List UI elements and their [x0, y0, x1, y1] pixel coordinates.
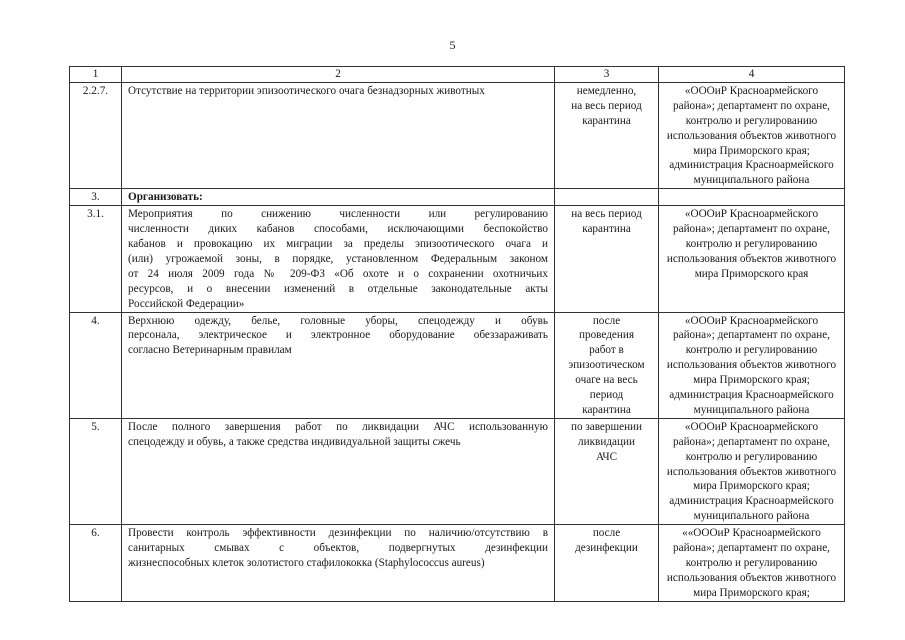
action-text-line: от 24 июля 2009 года № 209-ФЗ «Об охоте и о сохранении охотничьих: [128, 267, 548, 280]
action-text-line: Верхнюю одежду, белье, головные уборы, спецодежду и обувь: [128, 314, 548, 327]
action-text-line: численности диких кабанов способами, исключающими беспокойство: [128, 223, 548, 236]
table-header-row: [70, 67, 845, 83]
responsible-text-line: мира Приморского края;: [693, 144, 810, 157]
responsible-text-line: контролю и регулированию: [685, 114, 818, 127]
responsible-text-line: администрация Красноармейского: [669, 495, 834, 508]
term-cell: [555, 312, 659, 418]
term-text-line: после: [592, 314, 621, 327]
action-cell: [122, 418, 555, 524]
term-text-line: карантина: [582, 223, 631, 236]
responsible-cell: [659, 312, 845, 418]
responsible-text-line: использования объектов животного: [666, 465, 837, 478]
header-col-4: 4: [659, 67, 845, 83]
term-text-line: эпизоотическом: [568, 359, 645, 372]
action-text-line: жизнеспособных клеток золотистого стафилококка (Staphylococcus aureus): [128, 557, 485, 569]
action-text-line: Мероприятия по снижению численности или регулированию: [128, 208, 548, 221]
action-cell: [122, 525, 555, 602]
table-row: [70, 525, 845, 602]
responsible-text-line: использования объектов животного: [666, 359, 837, 372]
term-text-line: карантина: [582, 403, 631, 416]
responsible-text-line: использования объектов животного: [666, 129, 837, 142]
term-text-line: по завершении: [570, 420, 643, 433]
action-text-line: санитарных смывах с объектов, подвергнутых дезинфекции: [128, 542, 548, 555]
responsible-text-line: администрация Красноармейского: [669, 389, 834, 402]
measures-table: [69, 66, 845, 602]
item-number: 2.2.7.: [70, 82, 122, 188]
responsible-text-line: муниципального района: [693, 403, 810, 416]
responsible-text-line: контролю и регулированию: [685, 557, 818, 569]
action-text-line: персонала, электрическое и электронное оборудование обеззараживать: [128, 329, 548, 342]
responsible-text-line: района»; департамент по охране,: [673, 435, 830, 448]
responsible-text-line: мира Приморского края;: [693, 586, 810, 599]
page-number: 5: [449, 38, 456, 52]
responsible-text-line: контролю и регулированию: [685, 450, 818, 463]
table-row: [70, 82, 845, 188]
responsible-cell: [659, 418, 845, 524]
section-title: Организовать:: [122, 189, 555, 206]
action-text-line: согласно Ветеринарным правилам: [128, 344, 292, 357]
term-text-line: работ в: [589, 344, 624, 357]
action-text-line: После полного завершения работ по ликвидации АЧС использованную: [128, 420, 548, 433]
action-text-line: Российской Федерации»: [128, 297, 245, 310]
term-text-line: на весь период: [571, 208, 642, 221]
header-col-1: 1: [70, 67, 122, 83]
term-text-line: после: [592, 527, 621, 540]
item-number: 3.1.: [70, 206, 122, 312]
responsible-text-line: муниципального района: [693, 510, 810, 523]
term-text-line: проведения: [579, 329, 634, 342]
header-col-3: 3: [555, 67, 659, 83]
action-cell: [122, 312, 555, 418]
responsible-cell: [659, 525, 845, 602]
responsible-text-line: контролю и регулированию: [685, 344, 818, 357]
responsible-text-line: мира Приморского края: [694, 267, 809, 280]
responsible-text-line: «ОООиР Красноармейского: [684, 84, 819, 97]
responsible-text-line: администрация Красноармейского: [669, 159, 834, 172]
term-text-line: очаге на весь: [575, 374, 638, 387]
item-number: 6.: [70, 525, 122, 602]
action-text-line: Провести контроль эффективности дезинфекции по наличию/отсутствию в: [128, 527, 548, 540]
term-text-line: немедленно,: [576, 84, 637, 97]
table-row: [70, 418, 845, 524]
section-row: [70, 189, 845, 206]
responsible-text-line: ««ОООиР Красноармейского: [682, 527, 821, 540]
responsible-text-line: района»; департамент по охране,: [673, 99, 830, 112]
responsible-text-line: мира Приморского края;: [693, 480, 810, 493]
responsible-text-line: контролю и регулированию: [685, 237, 818, 250]
responsible-cell: [659, 189, 845, 206]
term-text-line: период: [589, 389, 624, 402]
term-cell: [555, 206, 659, 312]
term-cell: [555, 525, 659, 602]
item-number: 5.: [70, 418, 122, 524]
responsible-text-line: района»; департамент по охране,: [673, 542, 830, 555]
term-cell: [555, 82, 659, 188]
responsible-text-line: муниципального района: [693, 174, 810, 187]
term-text-line: АЧС: [595, 450, 618, 463]
term-text-line: ликвидации: [578, 435, 635, 448]
responsible-text-line: «ОООиР Красноармейского: [684, 420, 819, 433]
term-text-line: на весь период: [571, 99, 642, 112]
action-text-line: Отсутствие на территории эпизоотического очага безнадзорных животных: [128, 84, 485, 97]
responsible-text-line: «ОООиР Красноармейского: [684, 208, 819, 221]
header-col-2: 2: [122, 67, 555, 83]
term-cell: [555, 418, 659, 524]
action-text-line: (или) угрожаемой зоны, в порядке, установленном Федеральным законом: [128, 252, 548, 265]
responsible-text-line: района»; департамент по охране,: [673, 223, 830, 236]
responsible-text-line: мира Приморского края;: [693, 374, 810, 387]
responsible-text-line: использования объектов животного: [666, 252, 837, 265]
term-text-line: карантина: [582, 114, 631, 127]
term-text-line: дезинфекции: [575, 542, 638, 555]
action-text-line: кабанов и провокацию их миграции за пределы эпизоотического очага и: [128, 237, 548, 250]
action-text-line: ресурсов, и о внесении изменений в отдельные законодательные акты: [128, 282, 548, 295]
term-cell: [555, 189, 659, 206]
responsible-text-line: использования объектов животного: [666, 571, 837, 584]
responsible-cell: [659, 82, 845, 188]
table-row: [70, 312, 845, 418]
item-number: 3.: [70, 189, 122, 206]
action-cell: [122, 206, 555, 312]
table-row: [70, 206, 845, 312]
responsible-cell: [659, 206, 845, 312]
responsible-text-line: «ОООиР Красноармейского: [684, 314, 819, 327]
action-cell: [122, 82, 555, 188]
item-number: 4.: [70, 312, 122, 418]
action-text-line: спецодежду и обувь, а также средства индивидуальной защиты сжечь: [128, 435, 461, 448]
responsible-text-line: района»; департамент по охране,: [673, 329, 830, 342]
